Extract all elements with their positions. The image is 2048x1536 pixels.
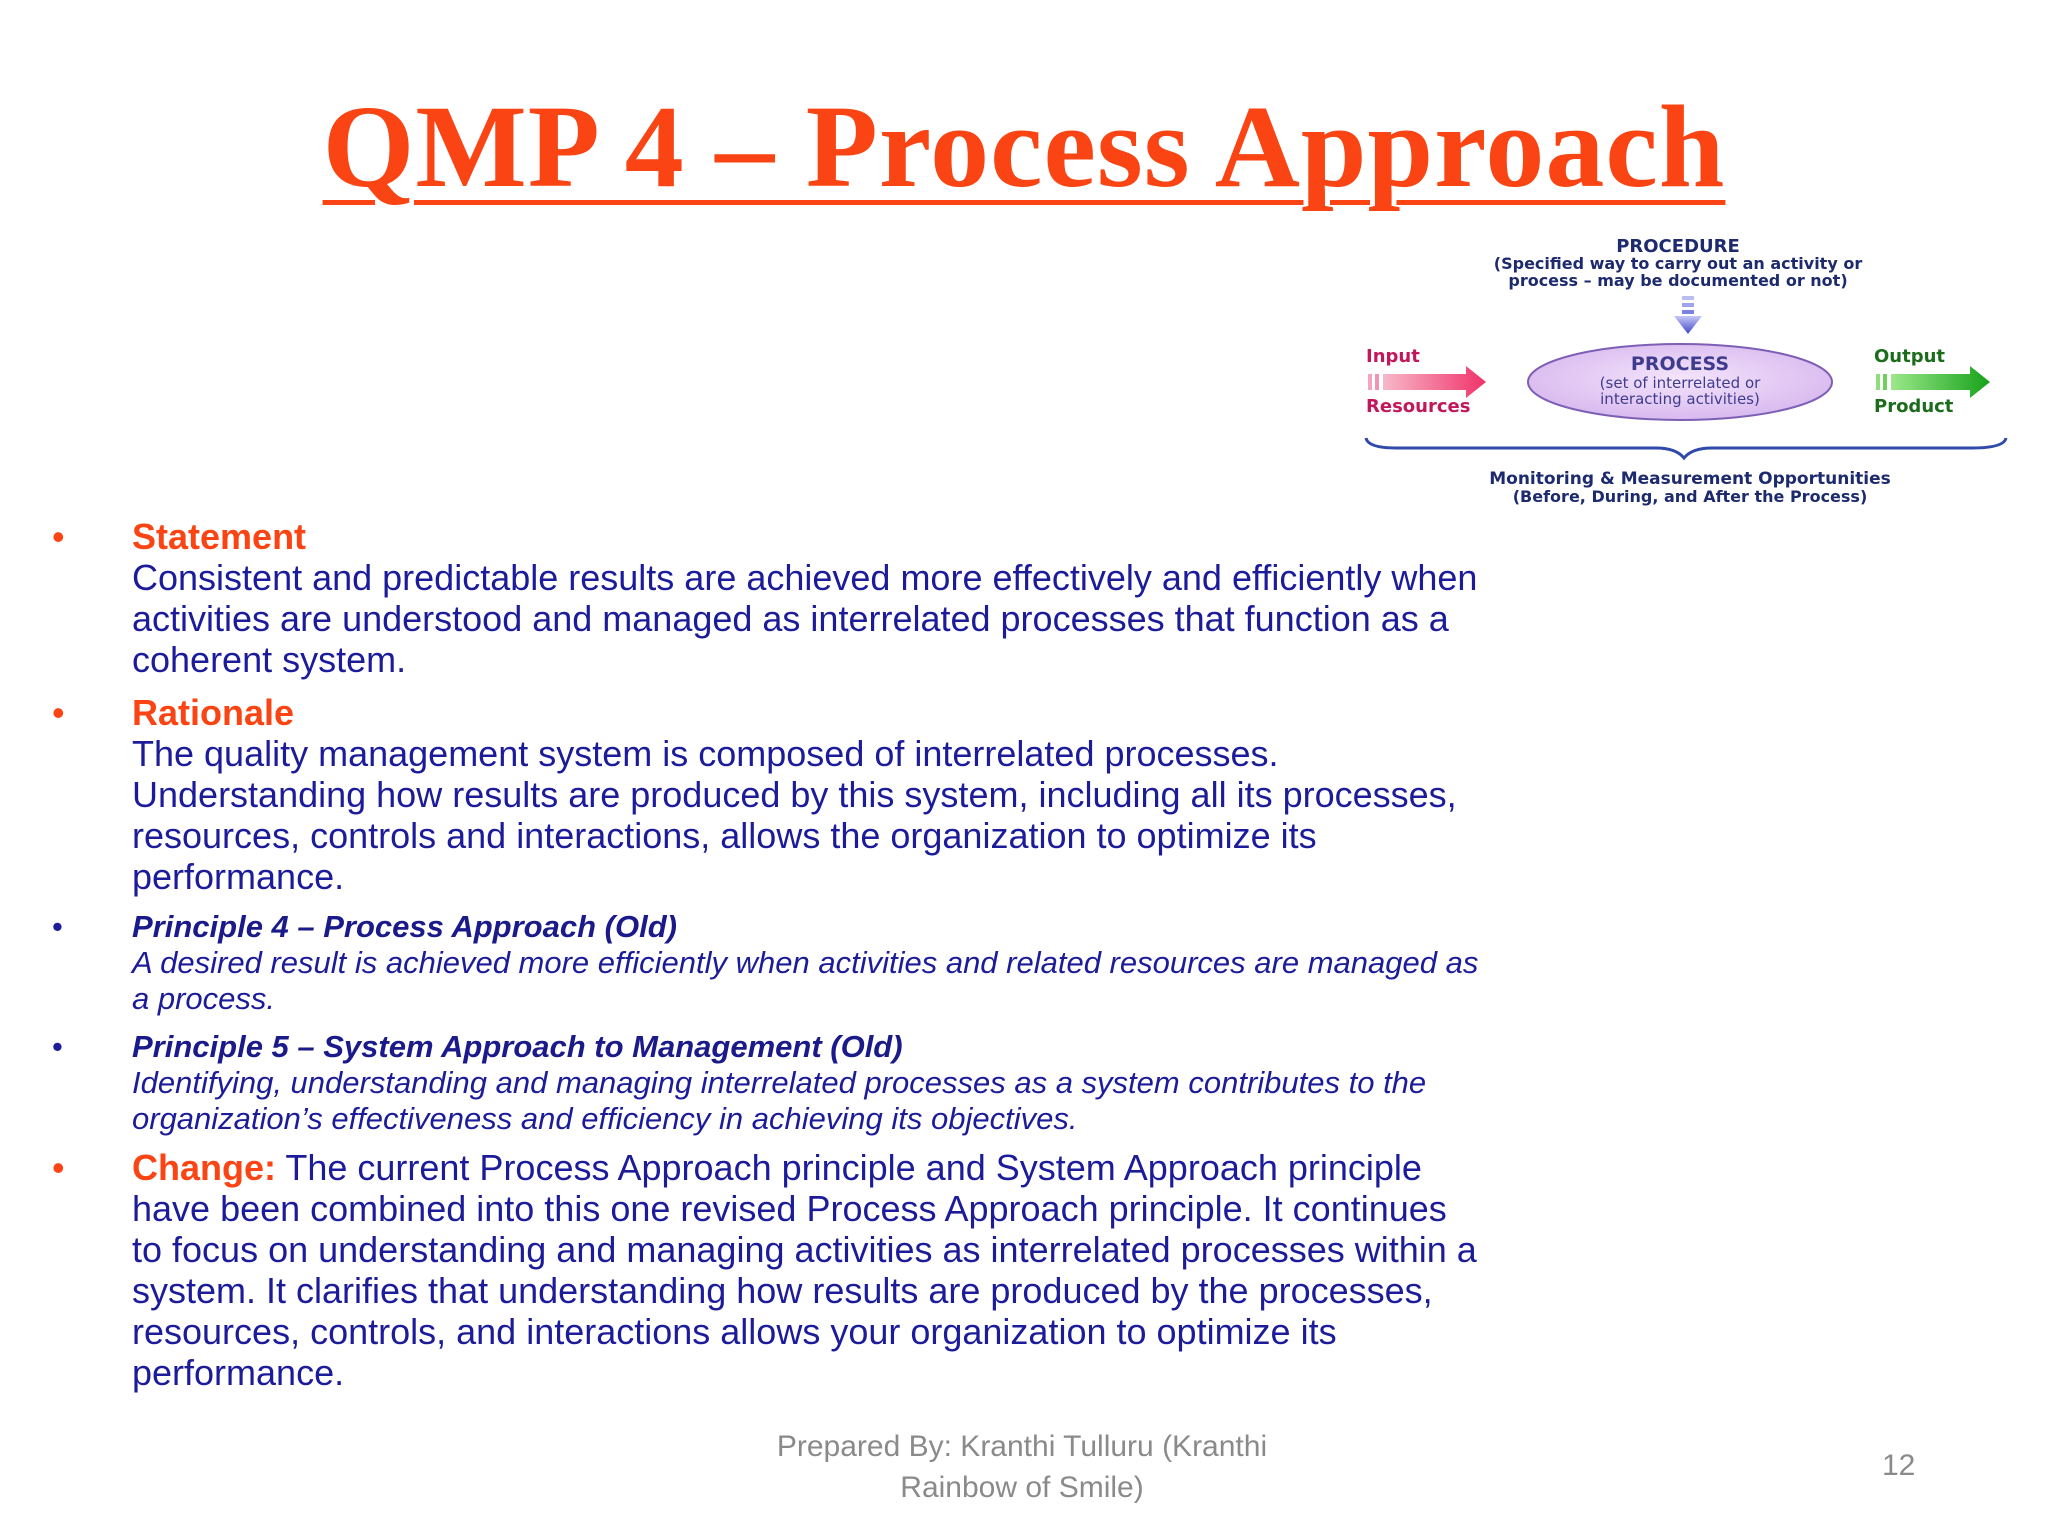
footer-prepared-by: Prepared By: Kranthi Tulluru (Kranthi Rainbow of Smile) xyxy=(776,1430,1268,1504)
process-line-1: (set of interrelated or xyxy=(1599,374,1761,392)
bullet-dot: • xyxy=(52,692,65,733)
statement-heading: Statement xyxy=(132,516,307,557)
rationale-heading: Rationale xyxy=(132,692,295,733)
bullet-dot: • xyxy=(52,516,65,557)
slide-title: QMP 4 – Process Approach xyxy=(322,81,1726,212)
change-heading: Change: xyxy=(132,1147,276,1188)
process-line-2: interacting activities) xyxy=(1600,390,1760,408)
procedure-line-2: process – may be documented or not) xyxy=(1508,271,1848,290)
statement-text: Consistent and predictable results are achieved more effectively and efficiently when activities are understood and managed as interrelated processes that function as a coherent system. xyxy=(132,557,1478,680)
monitoring-brace xyxy=(1366,438,2006,458)
input-label: Input xyxy=(1366,346,1420,367)
down-arrow-icon xyxy=(1674,296,1702,334)
page-number: 12 xyxy=(1882,1449,1916,1482)
bullet-change xyxy=(0,1147,1480,1393)
principle-4-heading: Principle 4 – Process Approach (Old) xyxy=(132,909,677,944)
output-label: Output xyxy=(1874,346,1946,367)
principle-5-text: Identifying, understanding and managing interrelated processes as a system contributes to the organization’s effectiveness and efficiency in achieving its objectives. xyxy=(132,1065,1427,1136)
output-arrow-icon xyxy=(1876,366,1990,398)
principle-4-text: A desired result is achieved more efficiently when activities and related resources are managed as a process. xyxy=(132,945,1479,1016)
bullet-statement xyxy=(0,516,1480,680)
change-text: The current Process Approach principle and System Approach principle have been combined into this one revised Process Approach principle. It continues to focus on understanding and managing activities as interrelated processes within a system. It clarifies that understanding how results are produced by the processes, resources, controls, and interactions allows your organization to optimize its performance. xyxy=(132,1147,1477,1393)
process-diagram xyxy=(1356,226,2016,516)
procedure-title: PROCEDURE xyxy=(1616,236,1740,257)
procedure-line-1: (Specified way to carry out an activity or xyxy=(1493,254,1863,273)
bullet-list xyxy=(0,516,1480,1393)
process-title: PROCESS xyxy=(1630,353,1730,375)
monitoring-line-2: (Before, During, and After the Process) xyxy=(1512,487,1868,506)
input-arrow-icon xyxy=(1368,366,1486,398)
principle-5-heading: Principle 5 – System Approach to Management (Old) xyxy=(132,1029,903,1064)
bullet-rationale xyxy=(0,692,1480,897)
bullet-principle-5 xyxy=(0,1029,1480,1137)
bullet-dot: • xyxy=(52,1029,63,1064)
resources-label: Resources xyxy=(1366,396,1471,417)
monitoring-line-1: Monitoring & Measurement Opportunities xyxy=(1489,469,1891,489)
rationale-text: The quality management system is composed of interrelated processes. Understanding how results are produced by this system, including all its processes, resources, controls and interactions, allows the organization to optimize its performance. xyxy=(132,733,1457,897)
bullet-dot: • xyxy=(52,909,63,944)
bullet-principle-4 xyxy=(0,909,1480,1017)
bullet-dot: • xyxy=(52,1147,65,1188)
product-label: Product xyxy=(1874,396,1954,417)
